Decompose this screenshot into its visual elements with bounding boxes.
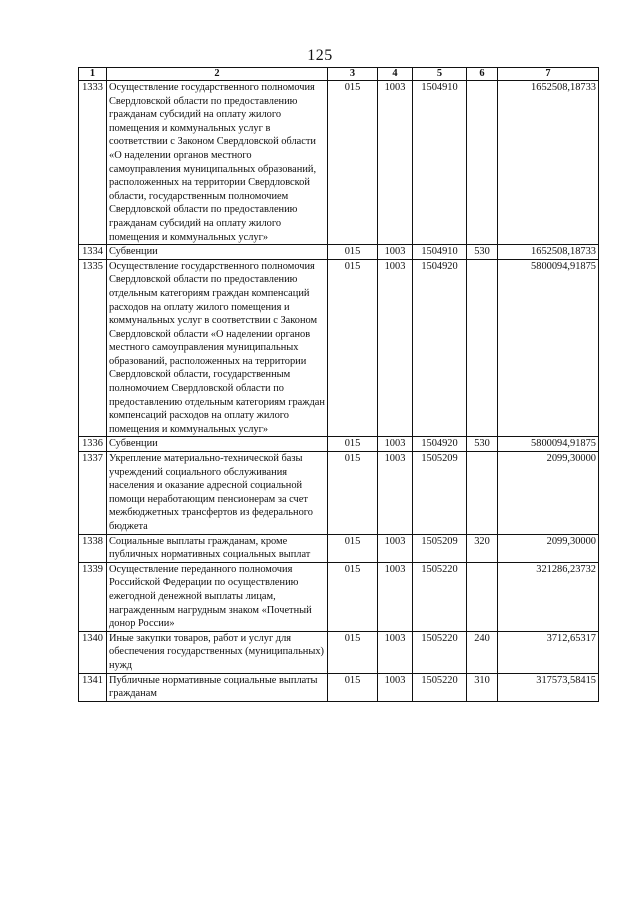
row-code-3: 015 [328,631,378,673]
row-code-5: 1504920 [413,259,467,437]
row-number: 1340 [79,631,107,673]
row-code-5: 1504910 [413,81,467,245]
table-row [79,534,599,562]
row-number: 1336 [79,437,107,452]
row-amount: 5800094,91875 [498,259,599,437]
row-name: Осуществление государственного полномочия Свердловской области по предоставлению отдельным категориям граждан компенсаций расходов на оплату жилого помещения и коммунальных услуг в соответствии с Законом Свердловской области «О наделении органов местного самоуправления муниципальных образований, расположенных на территории Свердловской области, государственным полномочием Свердловской области по предоставлению отдельным категориям граждан компенсаций расходов на оплату жилого помещения и коммунальных услуг» [107,259,328,437]
table-row [79,81,599,245]
row-amount: 5800094,91875 [498,437,599,452]
row-number: 1333 [79,81,107,245]
header-col-4: 4 [378,68,413,81]
row-name: Осуществление переданного полномочия Российской Федерации по осуществлению ежегодной денежной выплаты лицам, награжденным нагрудным знаком «Почетный донор России» [107,562,328,631]
table-row [79,452,599,535]
row-code-6 [467,81,498,245]
row-code-5: 1504920 [413,437,467,452]
row-amount: 2099,30000 [498,452,599,535]
row-code-4: 1003 [378,437,413,452]
row-code-3: 015 [328,259,378,437]
table-row [79,562,599,631]
row-amount: 1652508,18733 [498,81,599,245]
row-name: Укрепление материально-технической базы учреждений социального обслуживания населения и оказание адресной социальной помощи неработающим пенсионерам за счет межбюджетных трансфертов из федерального бюджета [107,452,328,535]
row-code-5: 1505209 [413,452,467,535]
row-code-5: 1505209 [413,534,467,562]
table-header-row [79,68,599,81]
row-name: Иные закупки товаров, работ и услуг для обеспечения государственных (муниципальных) нужд [107,631,328,673]
row-amount: 317573,58415 [498,673,599,701]
row-code-5: 1505220 [413,562,467,631]
row-number: 1334 [79,245,107,260]
table-row [79,245,599,260]
row-code-3: 015 [328,81,378,245]
row-number: 1339 [79,562,107,631]
table-row [79,437,599,452]
row-number: 1335 [79,259,107,437]
header-col-2: 2 [107,68,328,81]
row-code-4: 1003 [378,452,413,535]
row-code-3: 015 [328,245,378,260]
row-code-6: 320 [467,534,498,562]
row-code-6: 310 [467,673,498,701]
table-row [79,259,599,437]
header-col-1: 1 [79,68,107,81]
row-code-3: 015 [328,562,378,631]
table-row [79,631,599,673]
header-col-5: 5 [413,68,467,81]
row-code-3: 015 [328,452,378,535]
row-code-5: 1505220 [413,631,467,673]
header-col-3: 3 [328,68,378,81]
row-code-4: 1003 [378,631,413,673]
row-amount: 1652508,18733 [498,245,599,260]
table-row [79,673,599,701]
row-amount: 3712,65317 [498,631,599,673]
row-code-3: 015 [328,437,378,452]
row-code-6 [467,259,498,437]
row-code-4: 1003 [378,81,413,245]
header-col-6: 6 [467,68,498,81]
row-name: Субвенции [107,245,328,260]
header-col-7: 7 [498,68,599,81]
row-name: Социальные выплаты гражданам, кроме публичных нормативных социальных выплат [107,534,328,562]
row-code-4: 1003 [378,259,413,437]
row-code-6: 530 [467,245,498,260]
row-number: 1338 [79,534,107,562]
row-name: Субвенции [107,437,328,452]
row-code-6: 530 [467,437,498,452]
row-number: 1341 [79,673,107,701]
row-name: Осуществление государственного полномочия Свердловской области по предоставлению гражданам субсидий на оплату жилого помещения и коммунальных услуг в соответствии с Законом Свердловской области «О наделении органов местного самоуправления муниципальных образований, расположенных на территории Свердловской области, государственным полномочием Свердловской области по предоставлению гражданам субсидий на оплату жилого помещения и коммунальных услуг» [107,81,328,245]
row-amount: 321286,23732 [498,562,599,631]
row-name: Публичные нормативные социальные выплаты гражданам [107,673,328,701]
row-code-5: 1505220 [413,673,467,701]
row-code-4: 1003 [378,673,413,701]
page-number: 125 [307,47,333,64]
row-code-4: 1003 [378,562,413,631]
row-code-4: 1003 [378,245,413,260]
row-code-6 [467,562,498,631]
row-amount: 2099,30000 [498,534,599,562]
row-code-4: 1003 [378,534,413,562]
budget-table [78,67,599,702]
row-code-6: 240 [467,631,498,673]
row-code-3: 015 [328,534,378,562]
row-code-5: 1504910 [413,245,467,260]
row-code-6 [467,452,498,535]
row-number: 1337 [79,452,107,535]
row-code-3: 015 [328,673,378,701]
